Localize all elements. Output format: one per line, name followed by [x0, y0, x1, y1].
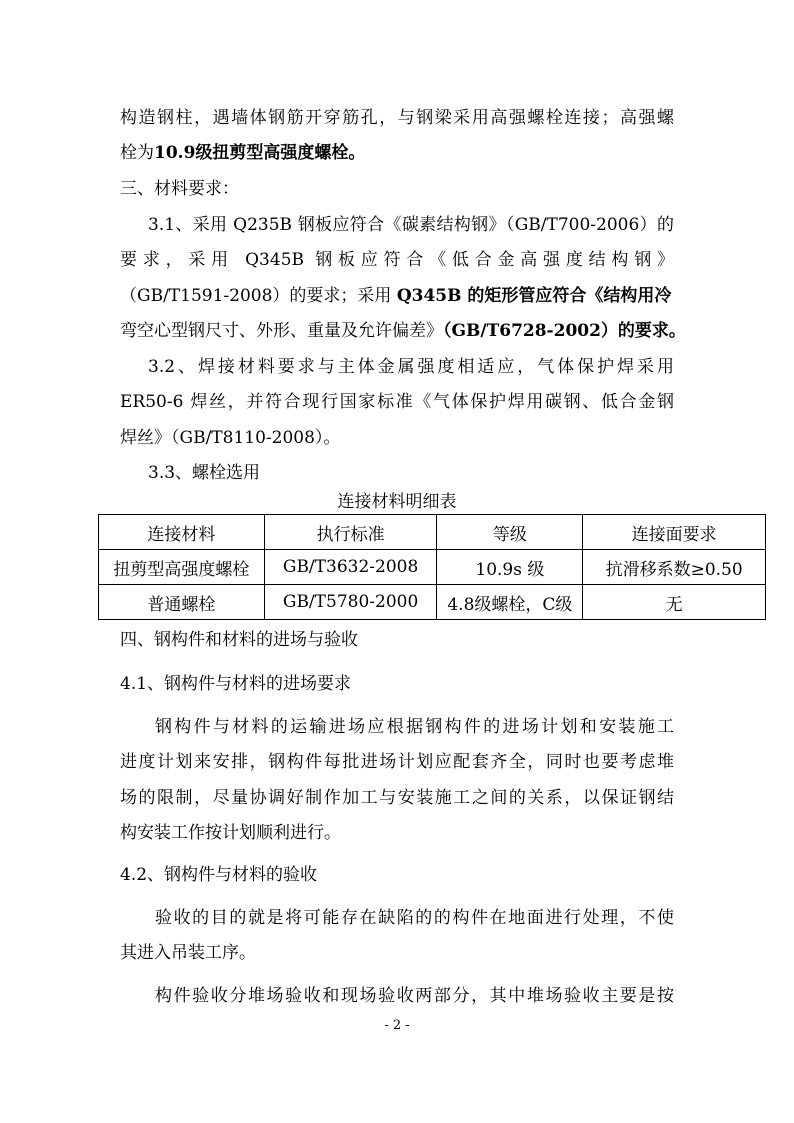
table-header-row [99, 515, 766, 550]
table-row [99, 550, 766, 585]
table-cell: 抗滑移系数≥0.50 [583, 550, 766, 585]
body-line: 要求，采用 Q345B 钢板应符合《低合金高强度结构钢》 [120, 250, 674, 270]
body-line: 弯空心型钢尺寸、外形、重量及允许偏差》（GB/T6728-2002）的要求。 [120, 321, 686, 341]
table-header-cell: 连接材料 [99, 515, 265, 550]
table-cell: 4.8级螺栓，C级 [437, 585, 583, 620]
body-line: 验收的目的就是将可能存在缺陷的的构件在地面进行处理，不使 [155, 908, 674, 928]
body-line: 场的限制，尽量协调好制作加工与安装施工之间的关系，以保证钢结 [120, 788, 674, 808]
section-heading: 三、材料要求： [120, 179, 239, 199]
table-cell: GB/T3632-2008 [264, 550, 437, 585]
table-header-cell: 等级 [437, 515, 583, 550]
body-line: 3.3、螺栓选用 [148, 463, 261, 483]
table-cell: GB/T5780-2000 [264, 585, 437, 620]
table-cell: 10.9s 级 [437, 550, 583, 585]
table-header-cell: 执行标准 [264, 515, 437, 550]
body-line: 其进入吊装工序。 [120, 943, 256, 963]
body-line: 3.2、焊接材料要求与主体金属强度相适应，气体保护焊采用 [148, 357, 674, 377]
table-caption: 连接材料明细表 [337, 492, 457, 512]
table-row [99, 585, 766, 620]
body-line: 构安装工作按计划顺利进行。 [120, 823, 341, 843]
body-line: 钢构件与材料的运输进场应根据钢构件的进场计划和安装施工 [155, 717, 674, 737]
subsection-heading: 4.2、钢构件与材料的验收 [120, 865, 318, 885]
materials-table [98, 514, 766, 620]
section-heading: 四、钢构件和材料的进场与验收 [120, 630, 358, 650]
table-header-cell: 连接面要求 [583, 515, 766, 550]
body-line: 进度计划来安排，钢构件每批进场计划应配套齐全，同时也要考虑堆 [120, 752, 674, 772]
table-cell: 扭剪型高强度螺栓 [99, 550, 265, 585]
body-line: ER50-6 焊丝，并符合现行国家标准《气体保护焊用碳钢、低合金钢 [120, 392, 674, 412]
table-cell: 普通螺栓 [99, 585, 265, 620]
body-line: （GB/T1591-2008）的要求；采用 Q345B 的矩形管应符合《结构用冷 [120, 286, 672, 306]
page-number: - 2 - [384, 1018, 410, 1033]
body-line: 构件验收分堆场验收和现场验收两部分，其中堆场验收主要是按 [155, 986, 674, 1006]
body-line: 3.1、采用 Q235B 钢板应符合《碳素结构钢》（GB/T700-2006）的 [148, 215, 674, 235]
table-cell: 无 [583, 585, 766, 620]
body-line: 焊丝》（GB/T8110-2008）。 [120, 428, 341, 448]
subsection-heading: 4.1、钢构件与材料的进场要求 [120, 674, 352, 694]
body-line: 栓为10.9级扭剪型高强度螺栓。 [120, 143, 366, 163]
body-line: 构造钢柱，遇墙体钢筋开穿筋孔，与钢梁采用高强螺栓连接；高强螺 [120, 108, 674, 128]
